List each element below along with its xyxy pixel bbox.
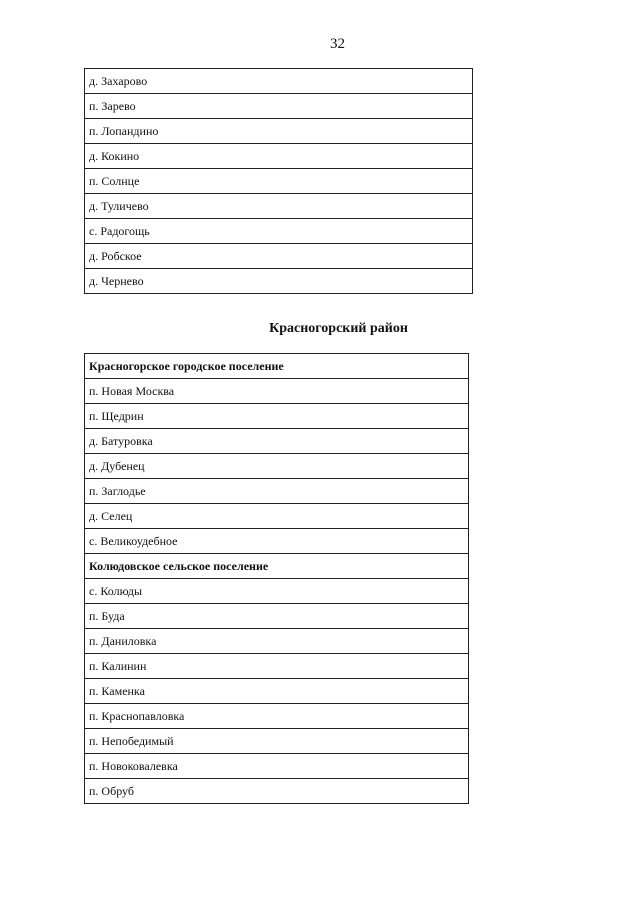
settlement-cell: п. Каменка	[85, 679, 469, 704]
page-number: 32	[330, 36, 345, 52]
settlement-table-2	[84, 353, 469, 804]
table-row	[85, 654, 469, 679]
settlement-cell: д. Кокино	[85, 144, 473, 169]
table-row	[85, 269, 473, 294]
settlement-cell: п. Зарево	[85, 94, 473, 119]
settlement-cell: п. Щедрин	[85, 404, 469, 429]
settlement-cell: п. Калинин	[85, 654, 469, 679]
table-row	[85, 679, 469, 704]
table-row	[85, 729, 469, 754]
settlement-cell: д. Чернево	[85, 269, 473, 294]
table-row	[85, 479, 469, 504]
table-row	[85, 629, 469, 654]
settlement-cell: п. Новая Москва	[85, 379, 469, 404]
table-row	[85, 604, 469, 629]
table-row	[85, 94, 473, 119]
settlement-cell: п. Обруб	[85, 779, 469, 804]
settlement-cell: д. Батуровка	[85, 429, 469, 454]
table-row	[85, 779, 469, 804]
settlement-cell: д. Дубенец	[85, 454, 469, 479]
settlement-cell: п. Даниловка	[85, 629, 469, 654]
table-row	[85, 454, 469, 479]
table-row	[85, 69, 473, 94]
settlement-group-header: Колюдовское сельское поселение	[85, 554, 469, 579]
table-row	[85, 504, 469, 529]
table-row	[85, 704, 469, 729]
table-row	[85, 754, 469, 779]
settlement-cell: с. Великоудебное	[85, 529, 469, 554]
table-row	[85, 554, 469, 579]
table-row	[85, 169, 473, 194]
table-row	[85, 194, 473, 219]
settlement-cell: п. Солнце	[85, 169, 473, 194]
table-row	[85, 144, 473, 169]
table-row	[85, 579, 469, 604]
table-row	[85, 404, 469, 429]
table-row	[85, 119, 473, 144]
table-row	[85, 354, 469, 379]
settlement-cell: с. Колюды	[85, 579, 469, 604]
settlement-cell: д. Селец	[85, 504, 469, 529]
settlement-cell: д. Захарово	[85, 69, 473, 94]
table-row	[85, 244, 473, 269]
settlement-cell: д. Робское	[85, 244, 473, 269]
section-title: Красногорский район	[269, 321, 408, 336]
table-row	[85, 529, 469, 554]
settlement-cell: п. Буда	[85, 604, 469, 629]
settlement-cell: п. Непобедимый	[85, 729, 469, 754]
settlement-group-header: Красногорское городское поселение	[85, 354, 469, 379]
settlement-cell: д. Туличево	[85, 194, 473, 219]
settlement-cell: п. Новоковалевка	[85, 754, 469, 779]
settlement-cell: п. Заглодье	[85, 479, 469, 504]
settlement-table-1	[84, 68, 473, 294]
table-row	[85, 379, 469, 404]
table-row	[85, 429, 469, 454]
table-row	[85, 219, 473, 244]
settlement-cell: п. Краснопавловка	[85, 704, 469, 729]
settlement-cell: с. Радогощь	[85, 219, 473, 244]
settlement-cell: п. Лопандино	[85, 119, 473, 144]
